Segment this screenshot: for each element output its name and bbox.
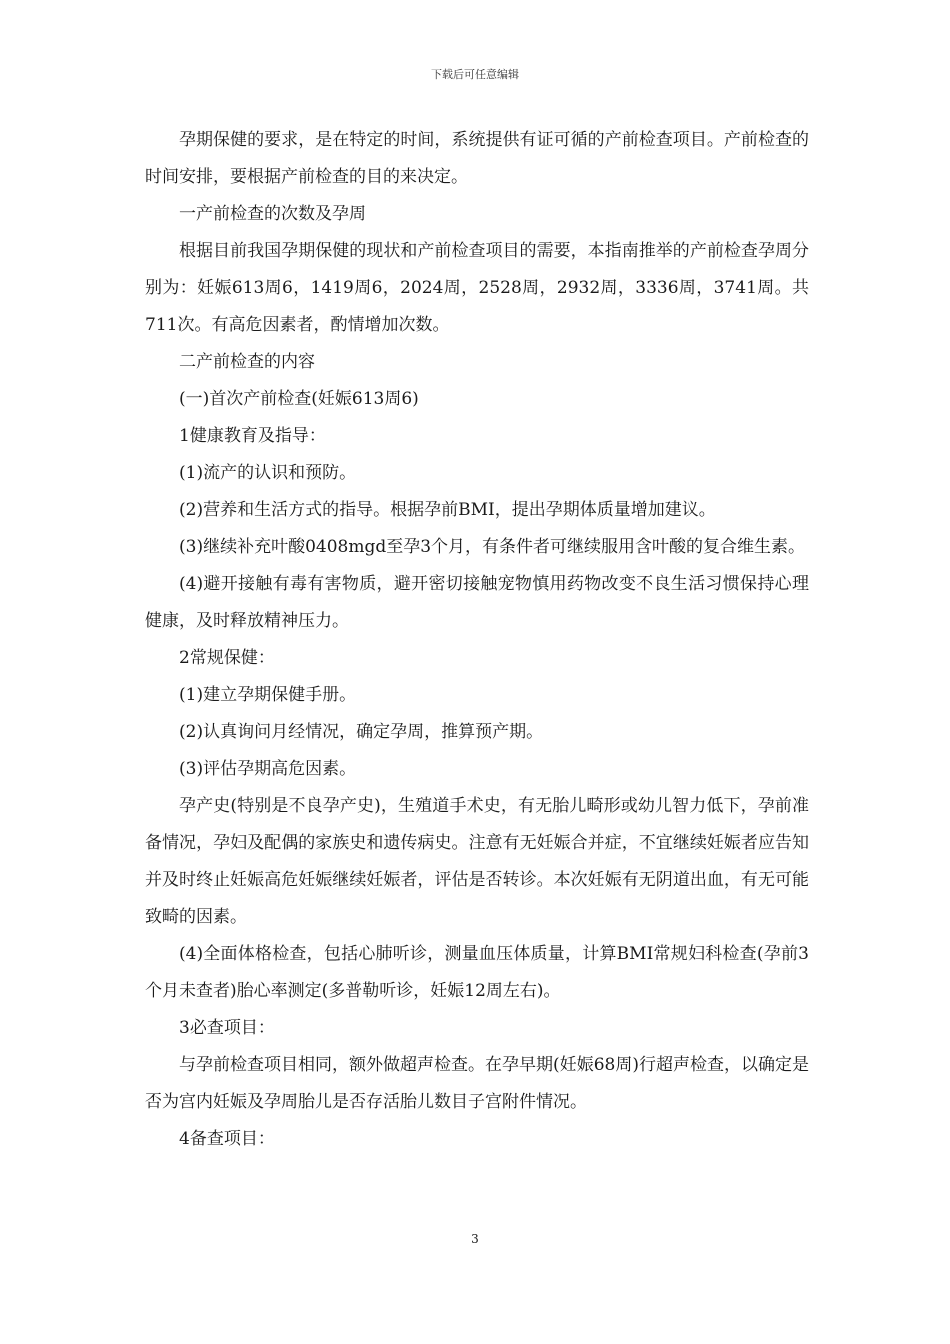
- page-number: 3: [471, 1232, 479, 1246]
- paragraph-intro: 孕期保健的要求，是在特定的时间，系统提供有证可循的产前检查项目。产前检查的时间安排，要根据产前检查的目的来决定。: [145, 130, 809, 187]
- item-required-tests: 3必查项目：: [179, 1018, 275, 1038]
- subheading-first-exam: (一)首次产前检查(妊娠613周6): [179, 389, 419, 409]
- item-optional-tests: 4备查项目：: [179, 1129, 275, 1149]
- page-header: 下载后可任意编辑: [431, 68, 519, 81]
- item-health-education: 1健康教育及指导：: [179, 426, 326, 446]
- list-item: (1)流产的认识和预防。: [179, 463, 357, 483]
- list-item: (3)评估孕期高危因素。: [179, 759, 357, 779]
- heading-exam-frequency: 一产前检查的次数及孕周: [179, 204, 366, 224]
- document-body: [145, 122, 809, 1158]
- paragraph-exam-weeks: 根据目前我国孕期保健的现状和产前检查项目的需要，本指南推举的产前检查孕周分别为：妊娠613周6，1419周6，2024周，2528周，2932周，3336周，3741周。共711次。有高危因素者，酌情增加次数。: [145, 241, 809, 335]
- item-routine-care: 2常规保健：: [179, 648, 275, 668]
- list-item: (4)避开接触有毒有害物质，避开密切接触宠物慎用药物改变不良生活习惯保持心理健康，及时释放精神压力。: [145, 574, 809, 631]
- list-item: (3)继续补充叶酸0408mgd至孕3个月，有条件者可继续服用含叶酸的复合维生素。: [179, 537, 806, 557]
- list-item: (2)营养和生活方式的指导。根据孕前BMI，提出孕期体质量增加建议。: [179, 500, 716, 520]
- paragraph-risk-factors: 孕产史(特别是不良孕产史)，生殖道手术史，有无胎儿畸形或幼儿智力低下，孕前准备情况，孕妇及配偶的家族史和遗传病史。注意有无妊娠合并症，不宜继续妊娠者应告知并及时终止妊娠高危妊娠继续妊娠者，评估是否转诊。本次妊娠有无阴道出血，有无可能致畸的因素。: [145, 796, 809, 927]
- list-item: (4)全面体格检查，包括心肺听诊，测量血压体质量，计算BMI常规妇科检查(孕前3个月未查者)胎心率测定(多普勒听诊，妊娠12周左右)。: [145, 944, 809, 1001]
- heading-exam-content: 二产前检查的内容: [179, 352, 315, 372]
- list-item: (1)建立孕期保健手册。: [179, 685, 357, 705]
- list-item: (2)认真询问月经情况，确定孕周，推算预产期。: [179, 722, 544, 742]
- paragraph-ultrasound: 与孕前检查项目相同，额外做超声检查。在孕早期(妊娠68周)行超声检查，以确定是否为宫内妊娠及孕周胎儿是否存活胎儿数目子宫附件情况。: [145, 1055, 809, 1112]
